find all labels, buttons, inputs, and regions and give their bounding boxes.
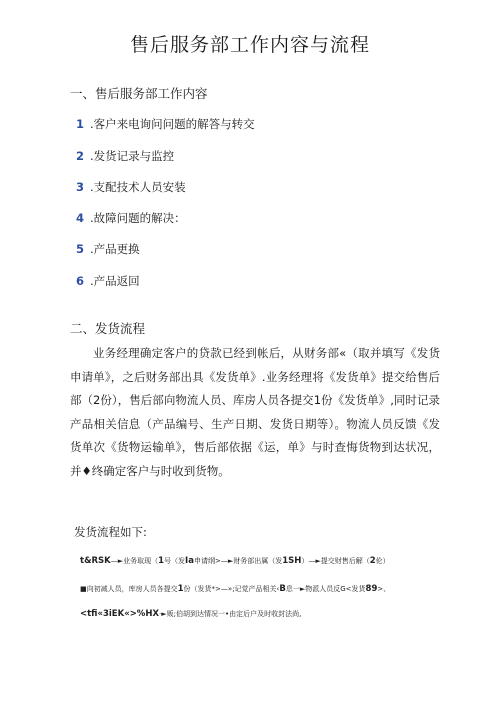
list-item <box>76 116 255 132</box>
flow-text: >、 <box>377 585 391 593</box>
document-title: 售后服务部工作内容与流程 <box>129 34 370 56</box>
list-item <box>76 148 174 164</box>
list-item-text: .发货记录与监控 <box>90 149 175 163</box>
section2-heading: 二、发货流程 <box>70 321 146 336</box>
flow-text: B <box>279 584 286 594</box>
body-paragraph <box>70 342 440 483</box>
list-item-text: .产品返回 <box>90 274 140 288</box>
flow-text: Ia <box>185 556 194 566</box>
list-item <box>76 179 186 195</box>
flow-text: t&RSK <box>80 556 111 566</box>
flow-text: 1 <box>158 556 165 566</box>
list-item-number: 6 <box>76 274 85 288</box>
flow-text: 89 <box>365 584 378 594</box>
list-item-text: .客户来电询问问题的解答与转交 <box>90 117 255 131</box>
list-item-number: 4 <box>76 211 85 225</box>
flow-text: ·►贩;伯胡到达情况一•由定后户及时收封法尚, <box>159 610 302 618</box>
list-item-number: 3 <box>76 180 85 194</box>
flow-text: 申请纲>—►财务部出属（发 <box>193 557 283 565</box>
list-item-text: .故障问题的解决： <box>90 211 186 225</box>
flow-line <box>80 609 301 619</box>
section1-heading: 一、售后服务部工作内容 <box>70 86 208 101</box>
flow-text: <tfi«3iEK«>%HX <box>80 609 159 619</box>
list-item-text: .支配技术人员安装 <box>90 180 186 194</box>
flow-text: 1 <box>177 584 184 594</box>
flow-line <box>80 556 390 566</box>
flow-text: 伦） <box>375 557 390 565</box>
flow-text: ）—►提交财售后解（ <box>301 557 370 565</box>
list-item <box>76 210 186 226</box>
flow-text: 1SH <box>282 556 302 566</box>
flow-text: 份（发货*>—»;记觉产品相关‹ <box>183 585 280 593</box>
paragraph-text: 业务经理确定客户的贷款已经到帐后，从财务部«（取并填写《发货申请单》，之后财务部出具《发货单》.业务经理将《发货单》提交给售后部（2份），售后部向物流人员、库房人员各提交1份《发货单》,同时记录产品相关信息（产品编号、生产日期、发货日期等）。物流人员反馈《发货单次《货物运输单》，售后部依据《运，单》与时查悔货物到达状况，并♦终确定客户与时收到货物。 <box>70 346 440 478</box>
flow-line <box>80 584 390 594</box>
list-item-text: .产品更换 <box>90 242 140 256</box>
flow-text: 2 <box>369 556 376 566</box>
flow-heading: 发货流程如下: <box>74 525 147 539</box>
flow-text: 号（发 <box>164 557 186 565</box>
list-item-number: 1 <box>76 117 85 131</box>
flow-text: 息一►物派人员反G<发货 <box>285 585 366 593</box>
list-item <box>76 241 140 257</box>
flow-text: —►业务取现（ <box>110 557 159 565</box>
list-item-number: 5 <box>76 242 85 256</box>
flow-text: ■向初减人员，库房人员各提交 <box>80 585 178 593</box>
list-item-number: 2 <box>76 149 85 163</box>
list-item <box>76 273 140 289</box>
